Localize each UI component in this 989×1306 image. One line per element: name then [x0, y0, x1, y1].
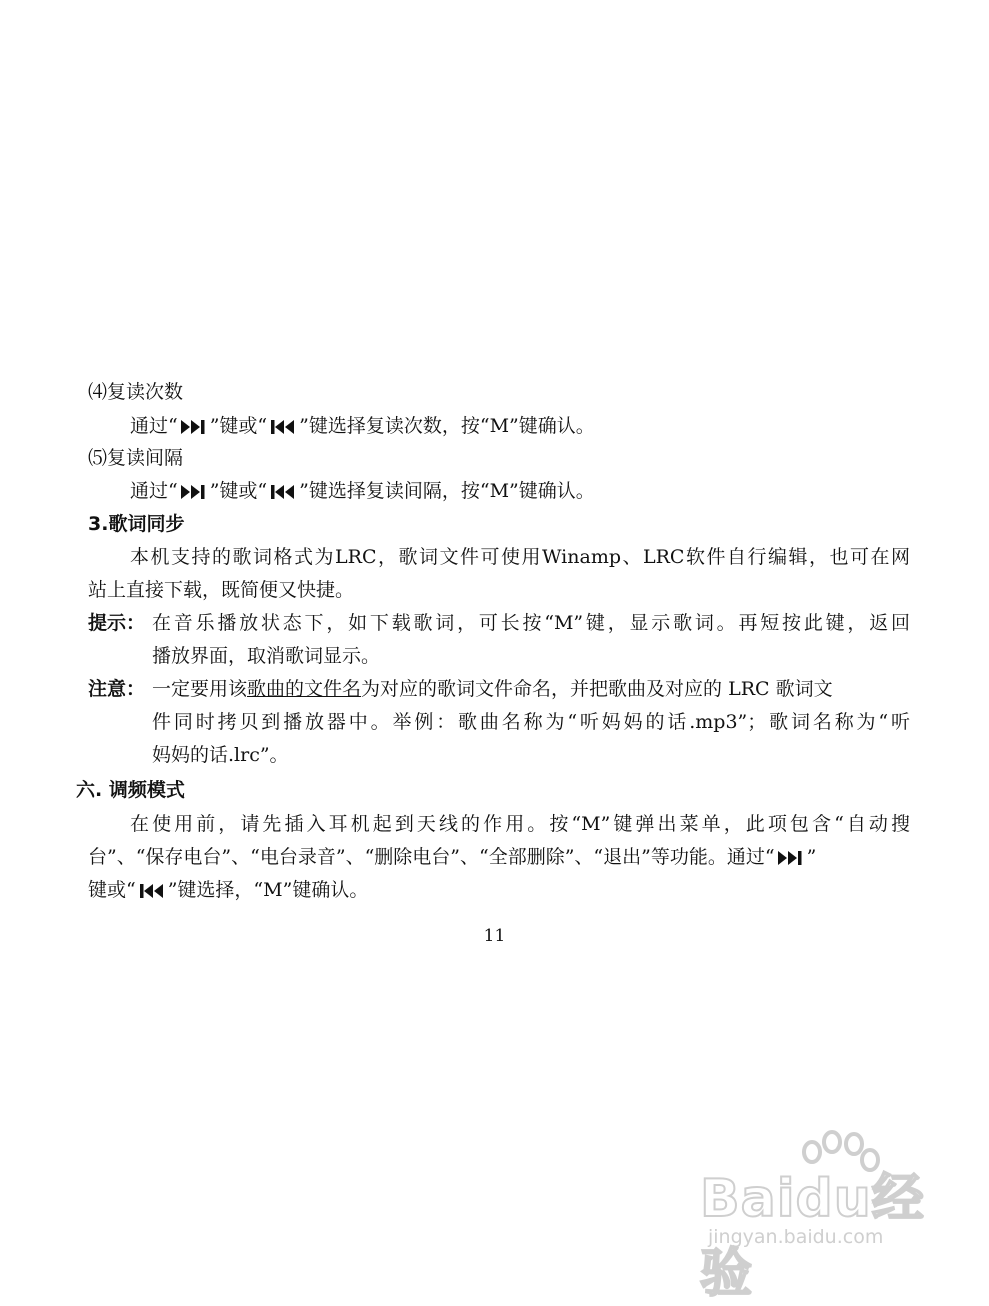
skip-back-icon — [268, 484, 298, 500]
note-line-1: 一定要用该歌曲的文件名为对应的歌词文件命名，并把歌曲及对应的 LRC 歌词文 — [152, 678, 833, 700]
tip-label: 提示： — [88, 612, 146, 634]
section-4-text: 通过“ ”键或“ ”键选择复读次数，按“M”键确认。 — [130, 415, 595, 437]
lyrics-paragraph-line-1: 本机支持的歌词格式为LRC，歌词文件可使用Winamp、LRC软件自行编辑，也可在网 — [130, 546, 910, 568]
underlined-filename-text: 歌曲的文件名 — [247, 678, 362, 700]
skip-back-icon — [137, 883, 167, 899]
section-5-text: 通过“ ”键或“ ”键选择复读间隔，按“M”键确认。 — [130, 480, 595, 502]
skip-forward-icon — [179, 484, 209, 500]
fm-line-2: 台”、“保存电台”、“电台录音”、“删除电台”、“全部删除”、“退出”等功能。通过“ ” — [88, 846, 817, 868]
skip-back-icon — [268, 419, 298, 435]
watermark-url: jingyan.baidu.com — [708, 1226, 884, 1248]
fm-line-3: 键或“ ”键选择，“M”键确认。 — [88, 879, 369, 901]
fm-line-1: 在使用前，请先插入耳机起到天线的作用。按“M”键弹出菜单，此项包含“自动搜 — [130, 813, 910, 835]
note-line-3: 妈妈的话.lrc”。 — [152, 744, 289, 766]
skip-forward-icon — [776, 850, 806, 866]
watermark-brand: Baidu经验 — [700, 1169, 925, 1304]
section-6-heading: 六. 调频模式 — [76, 779, 185, 801]
tip-line-2: 播放界面，取消歌词显示。 — [152, 645, 381, 667]
page-number: 11 — [483, 926, 506, 946]
section-3-heading: 3.歌词同步 — [88, 513, 185, 535]
note-label: 注意： — [88, 678, 146, 700]
note-line-2: 件同时拷贝到播放器中。举例：歌曲名称为“听妈妈的话.mp3”；歌词名称为“听 — [152, 711, 910, 733]
skip-forward-icon — [179, 419, 209, 435]
baidu-watermark — [700, 1130, 950, 1304]
tip-line-1: 在音乐播放状态下，如下载歌词，可长按“M”键，显示歌词。再短按此键，返回 — [152, 612, 910, 634]
section-4-heading: ⑷复读次数 — [88, 381, 184, 403]
lyrics-paragraph-line-2: 站上直接下载，既简便又快捷。 — [88, 579, 355, 601]
section-5-heading: ⑸复读间隔 — [88, 447, 184, 469]
